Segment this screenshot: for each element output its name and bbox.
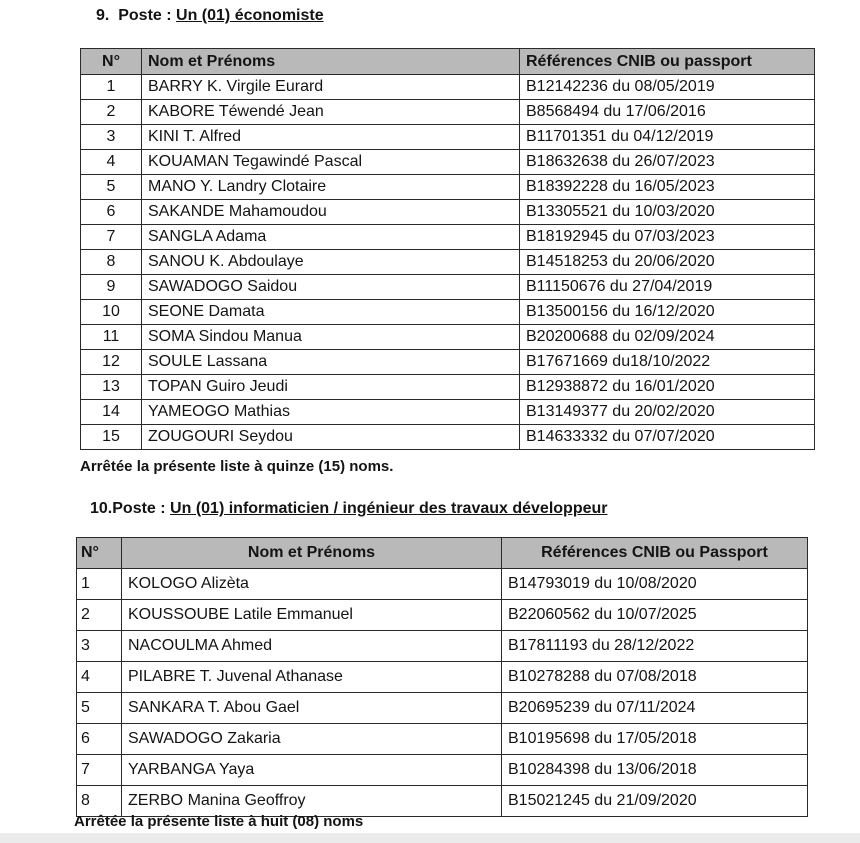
row-name: NACOULMA Ahmed	[122, 631, 502, 662]
row-reference: B17671669 du18/10/2022	[520, 350, 815, 375]
table-row	[81, 250, 815, 275]
row-name: YAMEOGO Mathias	[142, 400, 520, 425]
column-header-name: Nom et Prénoms	[142, 49, 520, 75]
section-9-number: 9.	[96, 7, 110, 24]
section-9-position: Un (01) économiste	[176, 7, 324, 24]
row-number: 9	[81, 275, 142, 300]
row-name: BARRY K. Virgile Eurard	[142, 75, 520, 100]
table-row	[81, 300, 815, 325]
row-name: YARBANGA Yaya	[122, 755, 502, 786]
table-row	[81, 325, 815, 350]
row-reference: B13149377 du 20/02/2020	[520, 400, 815, 425]
row-reference: B15021245 du 21/09/2020	[502, 786, 808, 817]
table-row	[81, 175, 815, 200]
table-header-row	[81, 49, 815, 75]
row-name: SAWADOGO Zakaria	[122, 724, 502, 755]
row-name: TOPAN Guiro Jeudi	[142, 375, 520, 400]
row-name: SANOU K. Abdoulaye	[142, 250, 520, 275]
row-name: SOMA Sindou Manua	[142, 325, 520, 350]
row-number: 15	[81, 425, 142, 450]
row-reference: B14633332 du 07/07/2020	[520, 425, 815, 450]
row-number: 6	[81, 200, 142, 225]
row-number: 2	[77, 600, 122, 631]
row-reference: B18632638 du 26/07/2023	[520, 150, 815, 175]
row-name: KINI T. Alfred	[142, 125, 520, 150]
table-row	[81, 425, 815, 450]
page-bottom-margin	[0, 833, 860, 843]
row-number: 7	[81, 225, 142, 250]
row-reference: B18192945 du 07/03/2023	[520, 225, 815, 250]
row-name: SANKARA T. Abou Gael	[122, 693, 502, 724]
row-name: SAKANDE Mahamoudou	[142, 200, 520, 225]
column-header-reference: Références CNIB ou Passport	[502, 538, 808, 569]
row-reference: B20695239 du 07/11/2024	[502, 693, 808, 724]
row-number: 12	[81, 350, 142, 375]
table-row	[81, 100, 815, 125]
section-10-closing-note: Arrêtée la présente liste à huit (08) noms	[74, 813, 364, 830]
row-reference: B18392228 du 16/05/2023	[520, 175, 815, 200]
row-reference: B10278288 du 07/08/2018	[502, 662, 808, 693]
row-name: KABORE Téwendé Jean	[142, 100, 520, 125]
row-name: KOUSSOUBE Latile Emmanuel	[122, 600, 502, 631]
table-row	[77, 724, 808, 755]
column-header-name: Nom et Prénoms	[122, 538, 502, 569]
table-row	[77, 569, 808, 600]
row-number: 11	[81, 325, 142, 350]
table-row	[81, 275, 815, 300]
table-row	[77, 693, 808, 724]
section-10-position: Un (01) informaticien / ingénieur des travaux développeur	[170, 500, 608, 517]
row-number: 14	[81, 400, 142, 425]
table-row	[81, 225, 815, 250]
table-row	[77, 631, 808, 662]
row-number: 1	[81, 75, 142, 100]
table-row	[81, 400, 815, 425]
table-header-row	[77, 538, 808, 569]
row-number: 1	[77, 569, 122, 600]
column-header-reference: Références CNIB ou passport	[520, 49, 815, 75]
row-reference: B12142236 du 08/05/2019	[520, 75, 815, 100]
section-9-closing-note: Arrêtée la présente liste à quinze (15) noms.	[80, 458, 394, 475]
row-number: 5	[81, 175, 142, 200]
row-reference: B11701351 du 04/12/2019	[520, 125, 815, 150]
table-row	[81, 150, 815, 175]
section-10-label: Poste :	[112, 500, 166, 517]
row-reference: B8568494 du 17/06/2016	[520, 100, 815, 125]
row-reference: B14518253 du 20/06/2020	[520, 250, 815, 275]
row-number: 6	[77, 724, 122, 755]
row-number: 2	[81, 100, 142, 125]
table-row	[81, 75, 815, 100]
column-header-number: N°	[81, 49, 142, 75]
row-name: ZERBO Manina Geoffroy	[122, 786, 502, 817]
row-reference: B10284398 du 13/06/2018	[502, 755, 808, 786]
table-row	[77, 786, 808, 817]
section-9-heading	[96, 6, 324, 26]
table-row	[81, 375, 815, 400]
row-reference: B11150676 du 27/04/2019	[520, 275, 815, 300]
table-row	[77, 662, 808, 693]
row-name: MANO Y. Landry Clotaire	[142, 175, 520, 200]
table-row	[81, 350, 815, 375]
row-name: SAWADOGO Saidou	[142, 275, 520, 300]
row-reference: B13500156 du 16/12/2020	[520, 300, 815, 325]
row-reference: B17811193 du 28/12/2022	[502, 631, 808, 662]
row-number: 8	[77, 786, 122, 817]
table-row	[81, 125, 815, 150]
table-row	[81, 200, 815, 225]
table-row	[77, 600, 808, 631]
row-name: KOLOGO Alizèta	[122, 569, 502, 600]
row-name: KOUAMAN Tegawindé Pascal	[142, 150, 520, 175]
section-10-table	[76, 537, 808, 817]
row-reference: B22060562 du 10/07/2025	[502, 600, 808, 631]
row-reference: B10195698 du 17/05/2018	[502, 724, 808, 755]
row-number: 4	[77, 662, 122, 693]
row-name: SOULE Lassana	[142, 350, 520, 375]
row-reference: B20200688 du 02/09/2024	[520, 325, 815, 350]
row-name: SEONE Damata	[142, 300, 520, 325]
row-number: 10	[81, 300, 142, 325]
section-10-number: 10.	[90, 500, 113, 517]
row-reference: B12938872 du 16/01/2020	[520, 375, 815, 400]
section-9-table	[80, 48, 815, 450]
section-10-heading	[90, 499, 607, 519]
row-reference: B14793019 du 10/08/2020	[502, 569, 808, 600]
row-number: 13	[81, 375, 142, 400]
row-number: 3	[81, 125, 142, 150]
row-number: 4	[81, 150, 142, 175]
row-name: SANGLA Adama	[142, 225, 520, 250]
row-number: 7	[77, 755, 122, 786]
row-reference: B13305521 du 10/03/2020	[520, 200, 815, 225]
row-number: 5	[77, 693, 122, 724]
row-name: ZOUGOURI Seydou	[142, 425, 520, 450]
row-name: PILABRE T. Juvenal Athanase	[122, 662, 502, 693]
table-row	[77, 755, 808, 786]
row-number: 3	[77, 631, 122, 662]
section-9-label: Poste :	[118, 7, 172, 24]
row-number: 8	[81, 250, 142, 275]
column-header-number: N°	[77, 538, 122, 569]
